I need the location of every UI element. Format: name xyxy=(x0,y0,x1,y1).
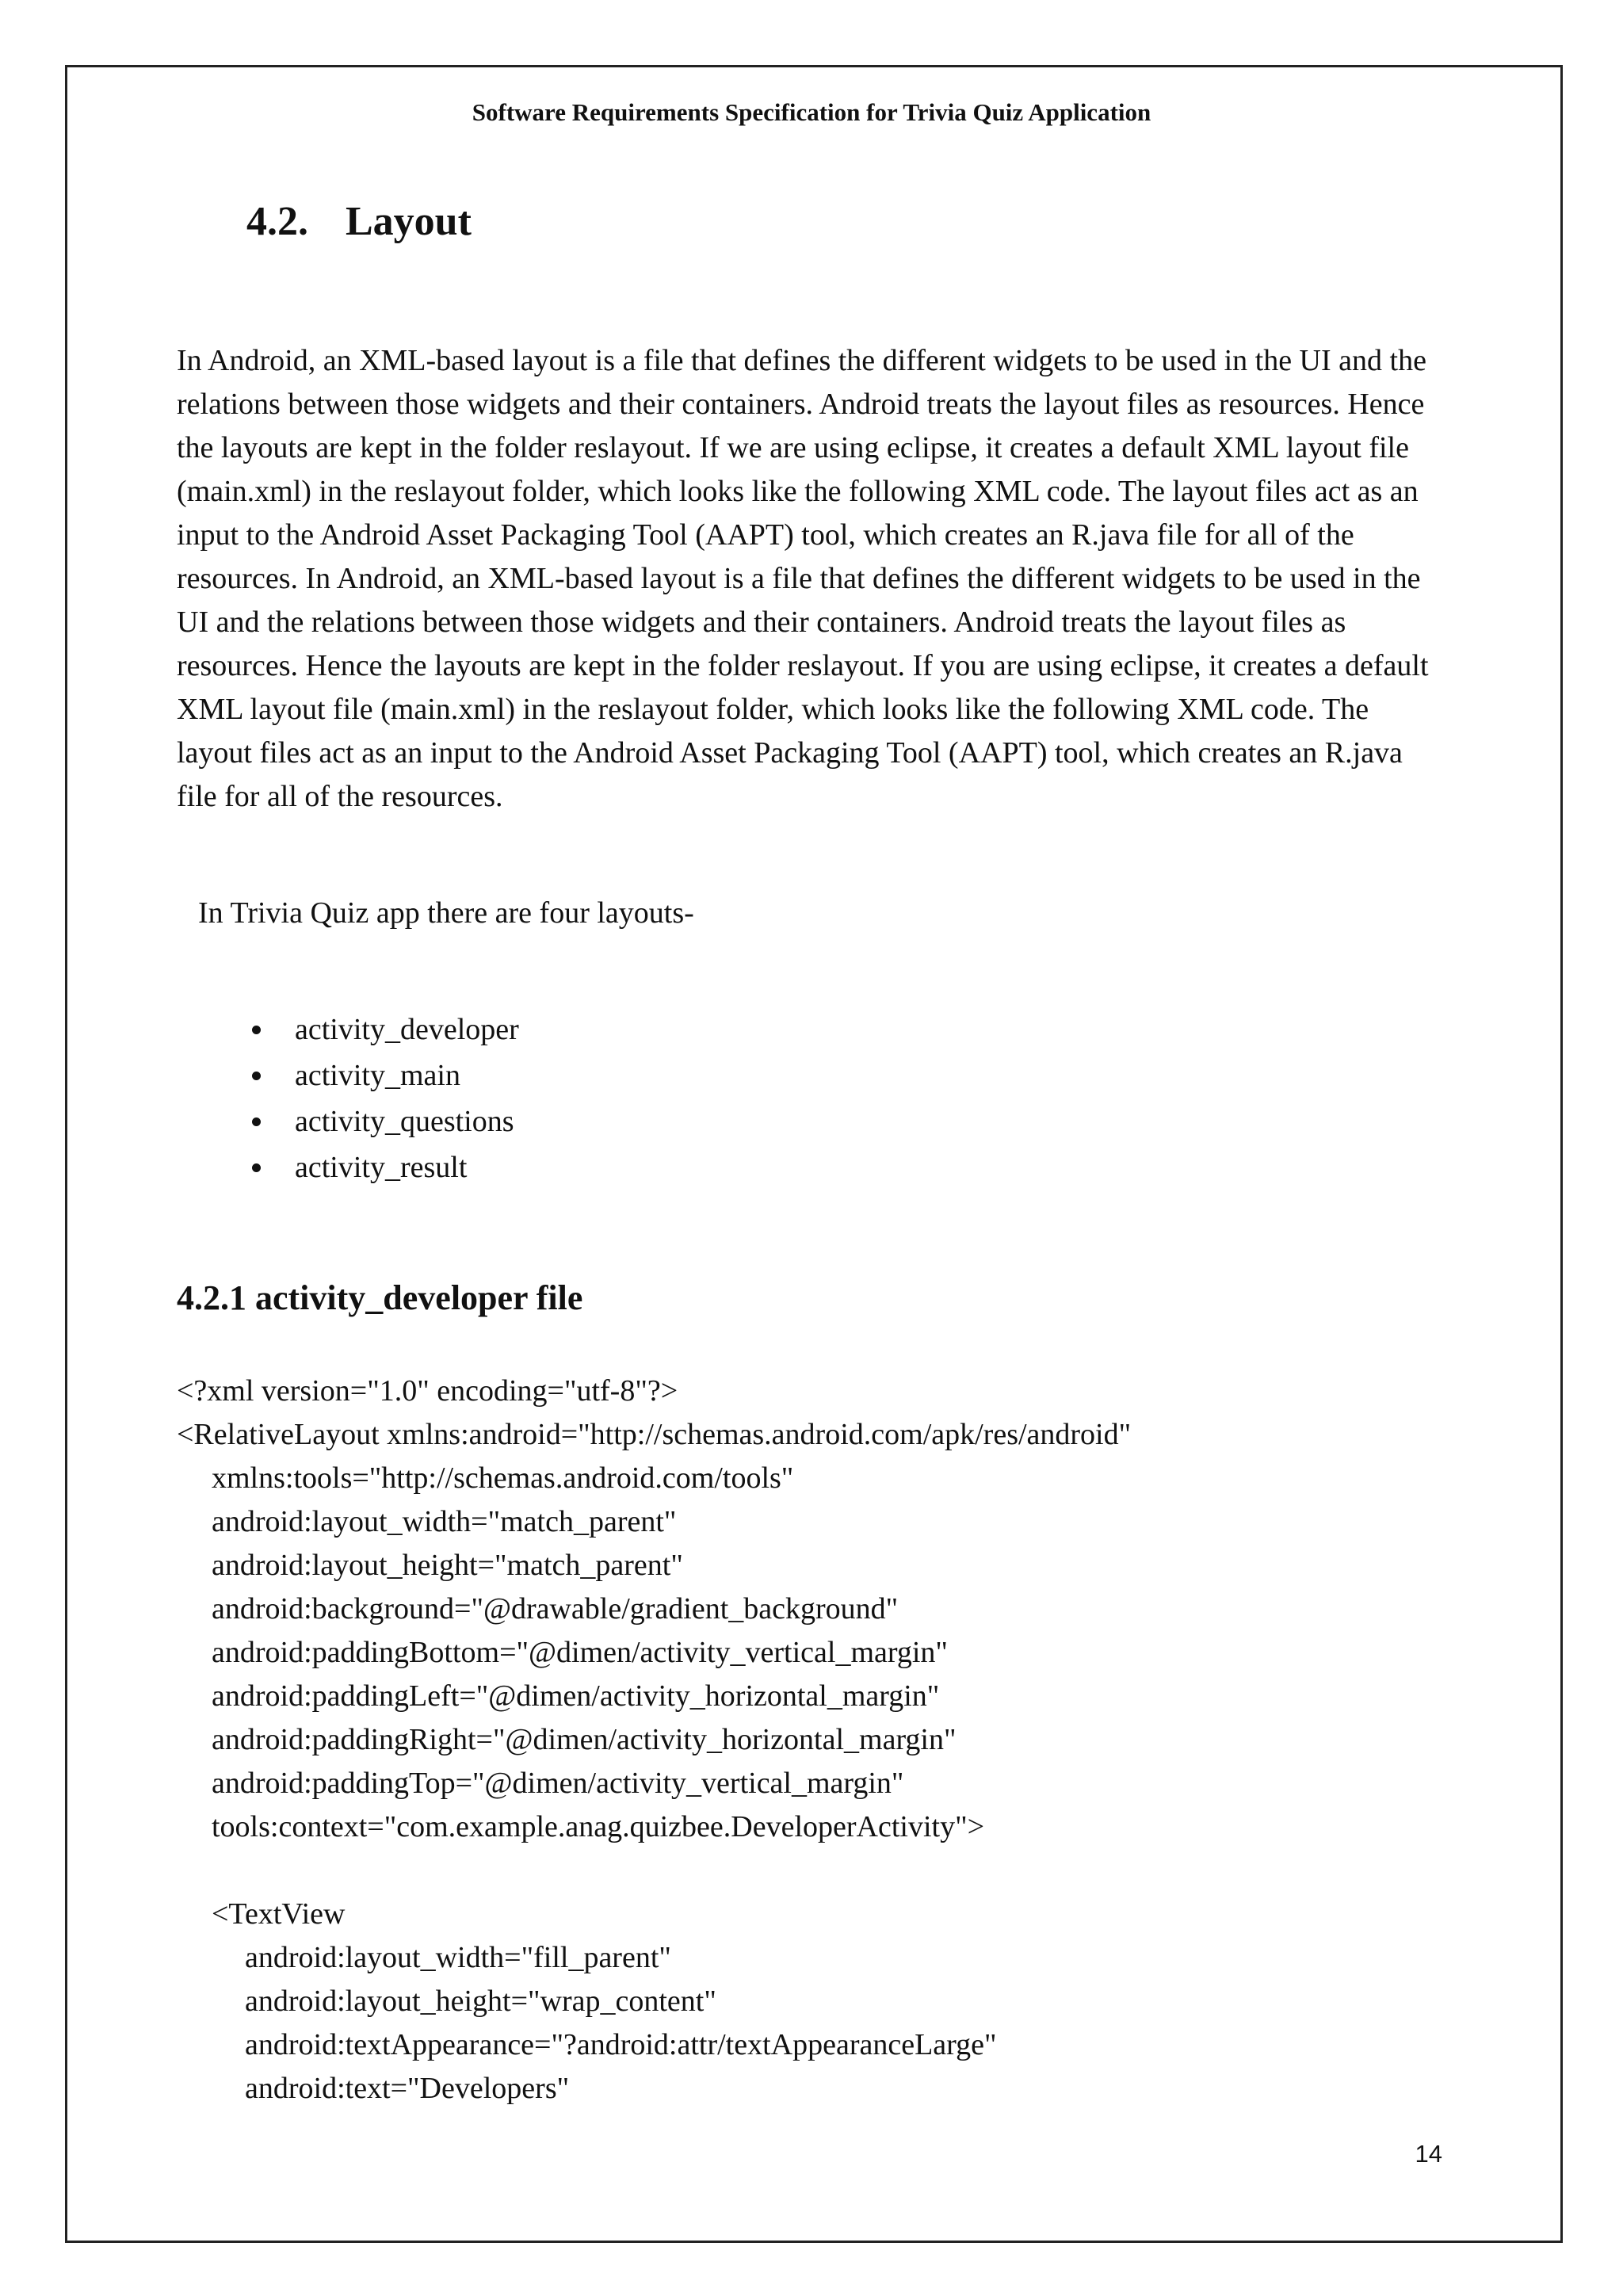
layouts-lead: In Trivia Quiz app there are four layouts- xyxy=(198,896,694,930)
section-title-text: Layout xyxy=(346,199,472,244)
code-line: android:layout_height="wrap_content" xyxy=(245,1985,716,2018)
code-line: android:paddingRight="@dimen/activity_horizontal_margin" xyxy=(212,1723,957,1756)
code-line: <TextView xyxy=(212,1897,346,1931)
bullet-icon xyxy=(252,1072,261,1080)
bullet-icon xyxy=(252,1026,261,1034)
list-item-text: activity_developer xyxy=(295,1013,519,1046)
code-line: android:layout_width="match_parent" xyxy=(212,1505,677,1538)
code-line: xmlns:tools="http://schemas.android.com/tools" xyxy=(212,1461,794,1495)
code-line: android:background="@drawable/gradient_background" xyxy=(212,1592,899,1626)
bullet-icon xyxy=(252,1163,261,1172)
code-line: android:layout_width="fill_parent" xyxy=(245,1941,671,1974)
list-item xyxy=(246,1144,519,1190)
page-number: 14 xyxy=(1415,2140,1442,2168)
code-line: android:textAppearance="?android:attr/textAppearanceLarge" xyxy=(245,2028,997,2061)
code-blank-line xyxy=(177,1849,1131,1893)
code-line: android:paddingTop="@dimen/activity_vertical_margin" xyxy=(212,1767,904,1800)
list-item-text: activity_main xyxy=(295,1059,460,1092)
code-line: <?xml version="1.0" encoding="utf-8"?> xyxy=(177,1374,678,1408)
code-listing xyxy=(177,1370,1131,2111)
section-number: 4.2. xyxy=(246,199,308,244)
list-item-text: activity_result xyxy=(295,1151,468,1184)
running-header: Software Requirements Specification for Trivia Quiz Application xyxy=(472,98,1151,126)
subsection-title: 4.2.1 activity_developer file xyxy=(177,1278,583,1317)
list-item-text: activity_questions xyxy=(295,1105,514,1138)
code-line: android:layout_height="match_parent" xyxy=(212,1549,683,1582)
code-line: android:text="Developers" xyxy=(245,2072,570,2105)
code-line: android:paddingBottom="@dimen/activity_vertical_margin" xyxy=(212,1636,948,1669)
list-item xyxy=(246,1007,519,1052)
list-item xyxy=(246,1052,519,1098)
list-item xyxy=(246,1098,519,1144)
intro-paragraph: In Android, an XML-based layout is a file that defines the different widgets to be used in the UI and the relations between those widgets and their containers. Android treats the layout files as resources. Hence the layouts are kept in the folder reslayout. If we are using eclipse, it creates a default XML layout file (main.xml) in the reslayout folder, which looks like the following XML code. The layout files act as an input to the Android Asset Packaging Tool (AAPT) tool, which creates an R.java file for all of the resources. In Android, an XML-based layout is a file that defines the different widgets to be used in the UI and the relations between those widgets and their containers. Android treats the layout files as resources. Hence the layouts are kept in the folder reslayout. If you are using eclipse, it creates a default XML layout file (main.xml) in the reslayout folder, which looks like the following XML code. The layout files act as an input to the Android Asset Packaging Tool (AAPT) tool, which creates an R.java file for all of the resources. xyxy=(177,344,1429,813)
bullet-icon xyxy=(252,1117,261,1126)
code-line: tools:context="com.example.anag.quizbee.DeveloperActivity"> xyxy=(212,1810,985,1843)
code-line: <RelativeLayout xmlns:android="http://schemas.android.com/apk/res/android" xyxy=(177,1418,1132,1451)
code-line: android:paddingLeft="@dimen/activity_horizontal_margin" xyxy=(212,1679,940,1713)
layouts-list xyxy=(246,1007,519,1190)
section-title xyxy=(246,198,472,246)
